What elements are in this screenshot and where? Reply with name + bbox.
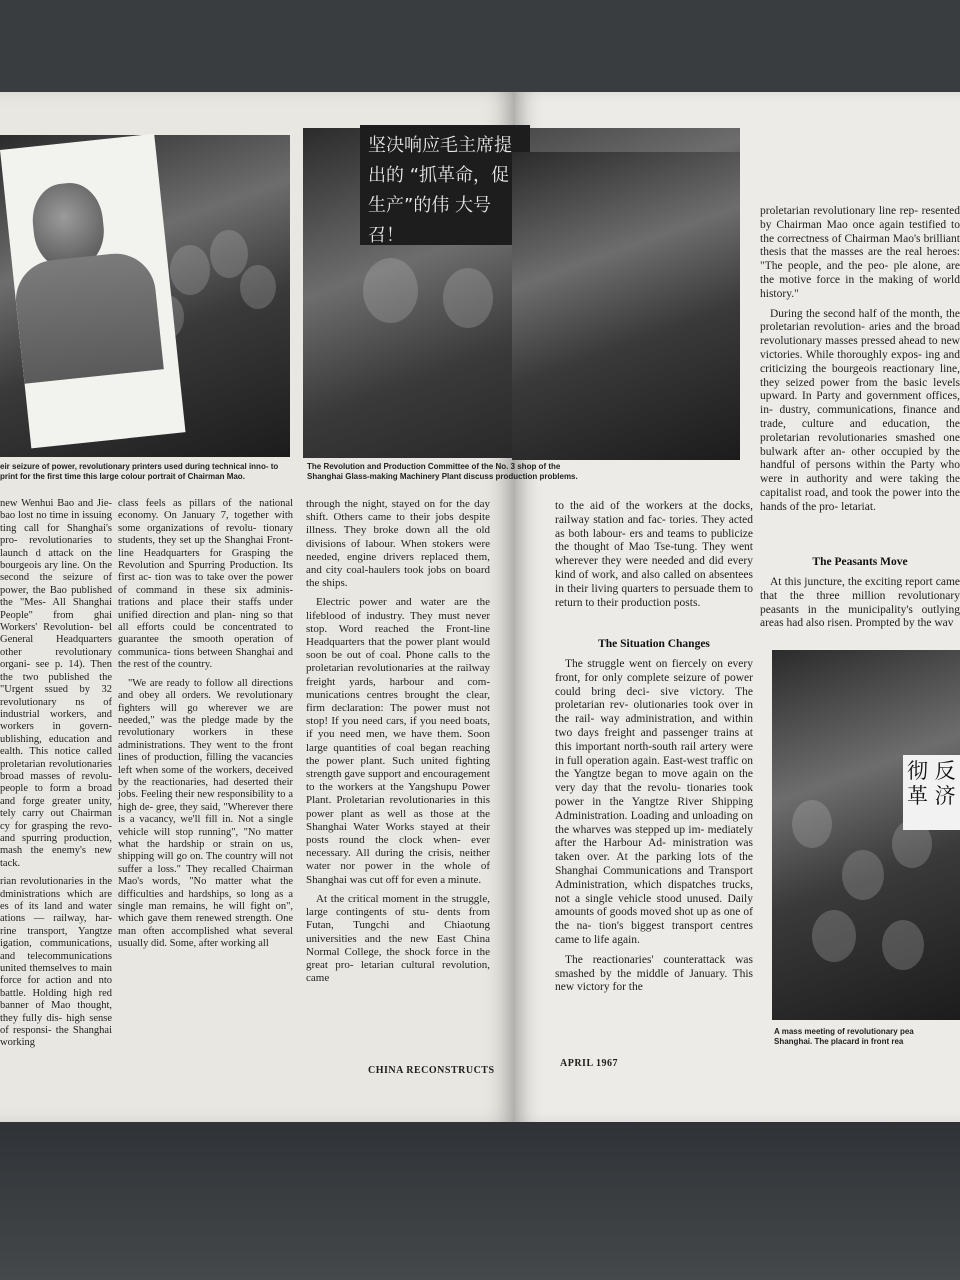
text-column-5-continued — [760, 576, 960, 637]
col1-paragraph-1: new Wenhui Bao and Jie- bao lost no time in issuing ting call for Shanghai's pro- revolutionaries to launch d attack on the bourgeois ary line. On the second the seizure of power, the Bao published the "Mes- All Shanghai People" from ghai Workers' Revolution- bel General Headquarters other revolutionary organi- see p. 14). Then the two published the "Urgent ssued by 32 revolutionary ns of industrial workers, and workers in govern- ublishing, education and ealth. This notice called proletarian revolutionaries broad masses of revolu- people to form a broad and forge greater unity, tely carry out Chairman cy for grasping the revo- and spurring production, mash the enemy's new tack. — [0, 498, 112, 869]
col5-paragraph-1: proletarian revolutionary line rep- resented by Chairman Mao once again testified to the correctness of Chairman Mao's brilliant thesis that the masses are the real heroes: "The people, and the peo- ple alone, are the motive force in the making of world history." — [760, 205, 960, 300]
committee-photo-caption-line2: Shanghai Glass-making Machinery Plant discuss production problems. — [307, 472, 578, 481]
col3-paragraph-1: through the night, stayed on for the day shift. Others came to their jobs despite illness. They broke down all the old divisions of labour. When stokers were needed, engine drivers replaced them, and city coal-haulers took jobs on board the ships. — [306, 498, 490, 590]
col2-paragraph-1: class feels as pillars of the national economy. On January 7, together with some organizations of revolu- tionary students, they set up the Shanghai Front-line Headquarters for Grasping the Revolution and Spurring Production. Its first ac- tion was to take over the power of command in these six adminis- trations and place their staffs under unified direction and plan- ning so that all efforts could be concentrated to guarantee the smooth operation of communica- tions between Shanghai and the rest of the country. — [118, 498, 293, 671]
col5-paragraph-2: During the second half of the month, the proletarian revolution- aries and the broad revolutionary masses pressed ahead to new victories. While thoroughly expos- ing and criticizing the bourgeois reactionary line, they seized power from the basic levels upward. In Party and government offices, in- dustry, communications, finance and trade, culture and education, the proletarian revolutionaries smashed one bulwark after an- other occupied by the handful of persons within the Party who were in authority and were taking the capitalist road, and took the power into the hands of the pro- letariat. — [760, 307, 960, 513]
text-column-2 — [118, 498, 293, 957]
col4-paragraph-3: The reactionaries' counterattack was smashed by the middle of January. This new victory for the — [555, 953, 753, 994]
col1-paragraph-2: rian revolutionaries in the dministrations which are es of its land and water ations — railway, har- rine transport, Yangtze igation, communications, and telecommunications united themselves to main force for action and nto battle. Holding high red banner of Mao thought, they fully dis- high sense of responsi- the Shanghai working — [0, 876, 112, 1049]
col3-paragraph-2: Electric power and water are the lifeblood of industry. They must never stop. Word reached the Front-line Headquarters that the power plant would soon be out of coal. Phone calls to the proletarian revolutionaries at the railway freight yards, harbour and com- munications centres brought the clear, firm declaration: The power must not stop! If you need cars, if you need boats, if you need men, we have them. Soon large quantities of coal began reaching the power plant. Such united fighting strength gave support and encouragement to the workers at the Yangshupu Power Plant. Proletarian revolutionaries in this power plant as well as those at the Shanghai Water Works stayed at their posts round the clock when- ever necessary. All during the crisis, neither water nor power in the whole of Shanghai was cut off for even a minute. — [306, 596, 490, 886]
section-heading-situation-changes: The Situation Changes — [598, 638, 710, 650]
text-column-1 — [0, 498, 112, 1056]
mass-meeting-caption-line2: Shanghai. The placard in front rea — [774, 1037, 904, 1046]
mass-meeting-caption-line1: A mass meeting of revolutionary pea — [774, 1027, 914, 1036]
issue-date-footer: APRIL 1967 — [560, 1058, 619, 1069]
col4-paragraph-2: The struggle went on fiercely on every front, for only complete seizure of power could bring deci- sive victory. The proletarian rev- olutionaries took over in the rail- way administration, and within two days freight and passenger trains at this important north-south rail artery were in full operation again. East-west traffic on the Yangtze began to move again on the very day that the revolu- tionaries took power in the Yangtze River Shipping Administration. Loading and unloading on the wharves was stepped up im- mediately after the Harbour Ad- ministration was taken over. At the parking lots of the Shanghai Communications and Transport Administration, which dispatches trucks, not a single vehicle stood unused. Daily amounts of goods moved shot up as one of the na- tion's biggest transport centres came to life again. — [555, 658, 753, 946]
text-column-4-continued — [555, 658, 753, 1001]
col2-paragraph-2: "We are ready to follow all directions and obey all orders. We revolutionary fighters will go wherever we are needed," was the pledge made by the revolutionary workers in these administrations. They went to the front lines of production, filling the vacancies left when some of the workers, deceived by the reactionaries, had deserted their jobs. Feeling their new responsibility to a high de- gree, they said, "Wherever there is a vacancy, we'll fill in. Not a single vehicle will stop running", "No matter what the hardship or strain on us, shipping will go on. The country will not suffer a loss." They recalled Chairman Mao's words, "No matter what the difficulties and hardships, so long as a single man remains, he will fight on", which gave them renewed strength. One man often accomplished what several usually did. Some, after working all — [118, 677, 293, 950]
chairman-portrait-image — [0, 134, 186, 449]
mass-meeting-photo — [772, 650, 960, 1020]
magazine-title-footer: CHINA RECONSTRUCTS — [368, 1065, 495, 1076]
printers-photo-caption: eir seizure of power, revolutionary printers used during technical inno- to print for the first time this large colour portrait of Chairman Mao. — [0, 462, 279, 481]
section-heading-peasants-move: The Peasants Move — [812, 556, 908, 568]
committee-photo-caption-line1: The Revolution and Production Committee of the No. 3 shop of the — [307, 462, 561, 471]
text-column-4 — [555, 500, 753, 616]
text-column-3 — [306, 498, 490, 991]
background-surface — [0, 1122, 960, 1280]
protest-placard: 彻 反革 济 — [903, 755, 960, 830]
col3-paragraph-3: At the critical moment in the struggle, large contingents of stu- dents from Futan, Tungchi and Chiaotung universities and the new East China Normal College, the shock force in the great pro- letarian cultural revolution, came — [306, 892, 490, 985]
col5-paragraph-3: At this juncture, the exciting report came that the three million revolutionary peasants in the municipality's outlying areas had also risen. Prompted by the wav — [760, 576, 960, 630]
col4-paragraph-1: to the aid of the workers at the docks, railway station and fac- tories. They acted as both labour- ers and teams to publicize the thought of Mao Tse-tung. They went wherever they were needed and did every kind of work, and also called on absentees in their living quarters to persuade them to return to their production posts. — [555, 500, 753, 609]
slogan-banner: 坚决响应毛主席提出的 “抓革命，促生产”的伟 大号召！ — [360, 125, 530, 245]
text-column-5 — [760, 205, 960, 521]
committee-photo-right-half — [512, 152, 740, 460]
